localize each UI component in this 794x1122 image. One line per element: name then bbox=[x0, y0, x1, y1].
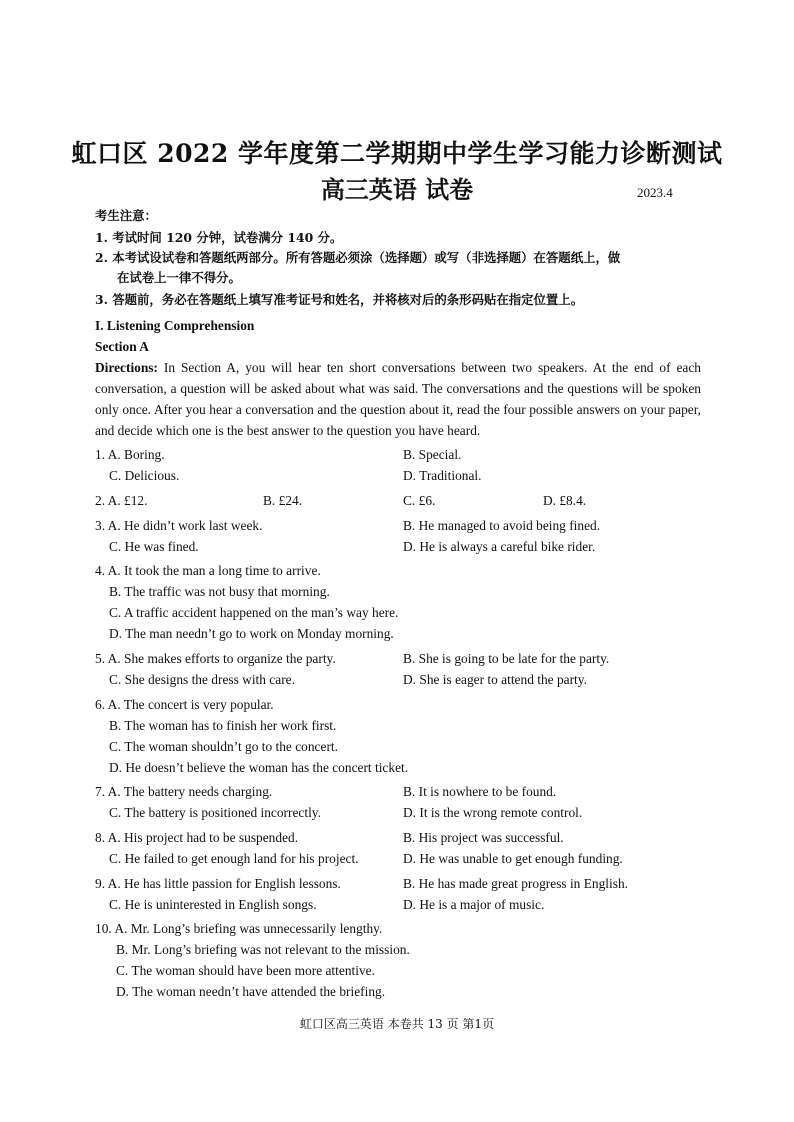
q6-option-d: D. He doesn’t believe the woman has the concert ticket. bbox=[109, 760, 409, 775]
q9-option-c: C. He is uninterested in English songs. bbox=[109, 897, 317, 912]
q5-option-d: D. She is eager to attend the party. bbox=[403, 672, 587, 687]
q1-option-d: D. Traditional. bbox=[403, 468, 482, 483]
q10-option-a: 10. A. Mr. Long’s briefing was unnecessarily lengthy. bbox=[95, 921, 383, 936]
directions-paragraph bbox=[95, 357, 701, 441]
q7-option-a: 7. A. The battery needs charging. bbox=[95, 784, 273, 799]
q8-option-d: D. He was unable to get enough funding. bbox=[403, 851, 623, 866]
q3-option-c: C. He was fined. bbox=[109, 539, 199, 554]
notice-heading: 考生注意： bbox=[95, 208, 157, 223]
q8-option-b: B. His project was successful. bbox=[403, 830, 564, 845]
q4-option-a: 4. A. It took the man a long time to arrive. bbox=[95, 563, 321, 578]
q4-option-c: C. A traffic accident happened on the man’s way here. bbox=[109, 605, 399, 620]
q6-option-c: C. The woman shouldn’t go to the concert. bbox=[109, 739, 338, 754]
q1-option-b: B. Special. bbox=[403, 447, 462, 462]
directions-text: In Section A, you will hear ten short conversations between two speakers. At the end of each conversation, a question will be asked about what was said. The conversations and the questions will be spoken only once. After you hear a conversation and the question about it, read the four possible answers on your paper, and decide which one is the best answer to the question you have heard. bbox=[95, 360, 701, 438]
q3-option-b: B. He managed to avoid being fined. bbox=[403, 518, 601, 533]
q8-option-a: 8. A. His project had to be suspended. bbox=[95, 830, 299, 845]
q9-option-a: 9. A. He has little passion for English lessons. bbox=[95, 876, 341, 891]
section-title: Section A bbox=[95, 339, 149, 354]
q5-option-a: 5. A. She makes efforts to organize the party. bbox=[95, 651, 336, 666]
q2-option-d: D. £8.4. bbox=[543, 493, 587, 508]
exam-date: 2023.4 bbox=[637, 185, 673, 200]
q7-option-b: B. It is nowhere to be found. bbox=[403, 784, 557, 799]
q2-option-c: C. £6. bbox=[403, 493, 436, 508]
q3-option-a: 3. A. He didn’t work last week. bbox=[95, 518, 263, 533]
q6-option-a: 6. A. The concert is very popular. bbox=[95, 697, 274, 712]
q1-option-a: 1. A. Boring. bbox=[95, 447, 165, 462]
q7-option-c: C. The battery is positioned incorrectly. bbox=[109, 805, 321, 820]
part-title: I. Listening Comprehension bbox=[95, 318, 255, 333]
q3-option-d: D. He is always a careful bike rider. bbox=[403, 539, 596, 554]
q6-option-b: B. The woman has to finish her work first. bbox=[109, 718, 337, 733]
q4-option-d: D. The man needn’t go to work on Monday morning. bbox=[109, 626, 394, 641]
q9-option-d: D. He is a major of music. bbox=[403, 897, 545, 912]
exam-title: 虹口区 2022 学年度第二学期期中学生学习能力诊断测试 bbox=[71, 139, 723, 168]
notice-item-2-cont: 在试卷上一律不得分。 bbox=[117, 270, 241, 285]
notice-item-1: 1. 考试时间 120 分钟，试卷满分 140 分。 bbox=[95, 230, 343, 245]
exam-subtitle: 高三英语 试卷 bbox=[320, 175, 474, 204]
q9-option-b: B. He has made great progress in English. bbox=[403, 876, 628, 891]
q1-option-c: C. Delicious. bbox=[109, 468, 180, 483]
q10-option-b: B. Mr. Long’s briefing was not relevant to the mission. bbox=[116, 942, 410, 957]
q10-option-c: C. The woman should have been more attentive. bbox=[116, 963, 375, 978]
q2-option-a: 2. A. £12. bbox=[95, 493, 148, 508]
q10-option-d: D. The woman needn’t have attended the briefing. bbox=[116, 984, 386, 999]
q2-option-b: B. £24. bbox=[263, 493, 303, 508]
notice-item-3: 3. 答题前，务必在答题纸上填写准考证号和姓名，并将核对后的条形码贴在指定位置上。 bbox=[95, 292, 584, 307]
directions-label: Directions: bbox=[95, 360, 158, 375]
page-footer: 虹口区高三英语 本卷共 13 页 第1页 bbox=[299, 1017, 495, 1031]
q7-option-d: D. It is the wrong remote control. bbox=[403, 805, 583, 820]
q5-option-c: C. She designs the dress with care. bbox=[109, 672, 295, 687]
q5-option-b: B. She is going to be late for the party. bbox=[403, 651, 610, 666]
q4-option-b: B. The traffic was not busy that morning. bbox=[109, 584, 330, 599]
q8-option-c: C. He failed to get enough land for his project. bbox=[109, 851, 359, 866]
notice-item-2: 2. 本考试设试卷和答题纸两部分。所有答题必须涂（选择题）或写（非选择题）在答题纸上，做 bbox=[95, 250, 621, 265]
